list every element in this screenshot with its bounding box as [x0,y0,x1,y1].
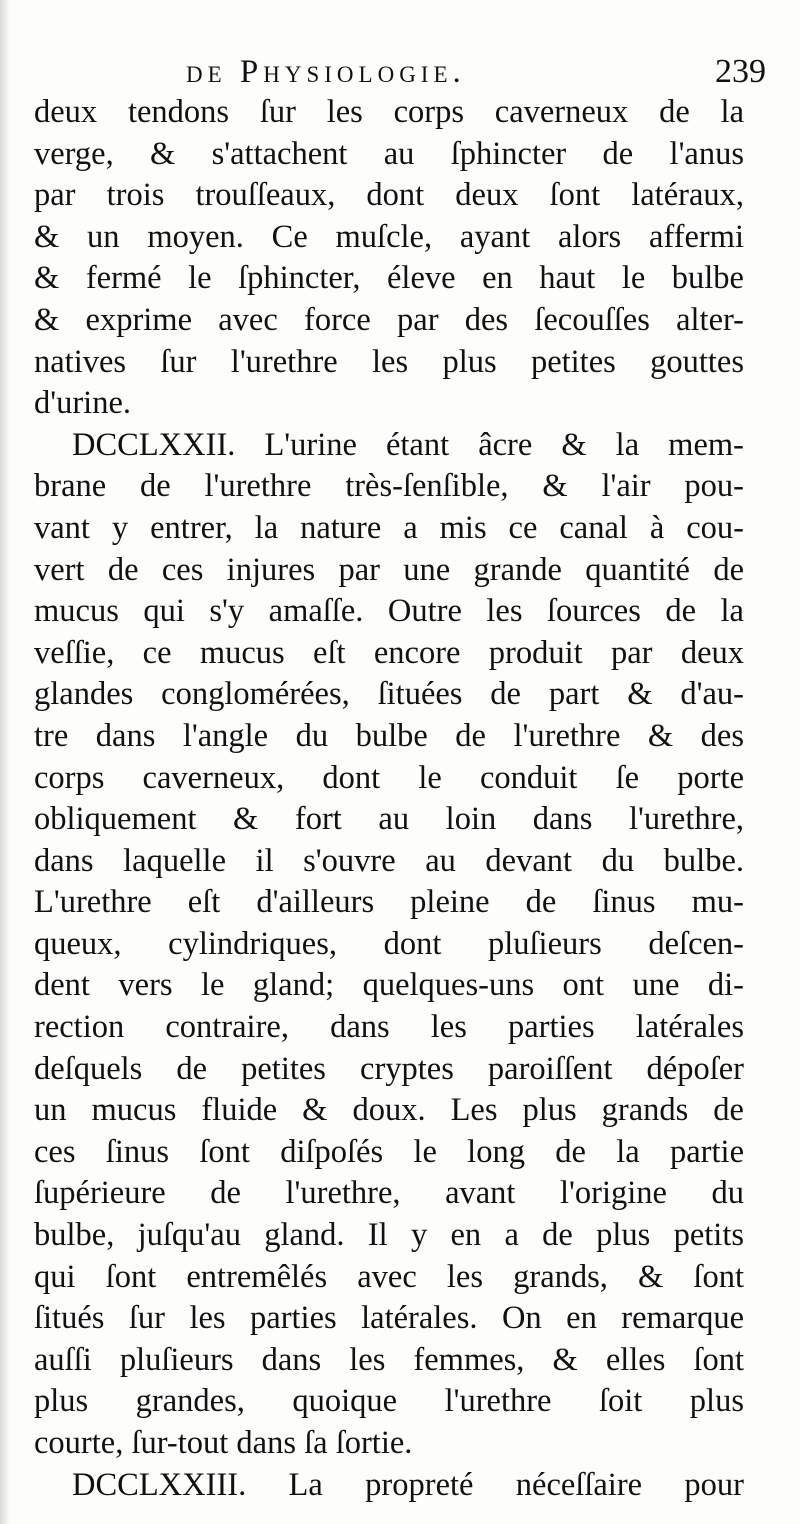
text-line: & un moyen. Ce muſcle, ayant alors affermi [34,218,744,255]
text-line: deſquels de petites cryptes paroiſſent dépoſer [34,1050,744,1087]
page-body-text [34,92,744,1506]
text-line: deux tendons ſur les corps caverneux de la [34,94,744,130]
text-line: dans laquelle il s'ouvre au devant du bulbe. [34,842,744,879]
text-line: dent vers le gland; quelques-uns ont une di- [34,967,744,1004]
text-line: vant y entrer, la nature a mis ce canal à cou- [34,509,744,546]
page-number: 239 [715,53,766,90]
text-line: ces ſinus ſont diſpoſés le long de la partie [34,1133,744,1170]
text-line: obliquement & fort au loin dans l'urethre, [34,801,744,838]
text-line: un mucus fluide & doux. Les plus grands de [34,1092,744,1129]
text-line: tre dans l'angle du bulbe de l'urethre & des [34,717,744,754]
section-start-line: DCCLXXII. L'urine étant âcre & la mem- [72,426,744,463]
text-line: L'urethre eſt d'ailleurs pleine de ſinus mu- [34,884,744,921]
text-line: par trois trouſſeaux, dont deux ſont latéraux, [34,177,744,214]
text-line: natives ſur l'urethre les plus petites gouttes [34,343,744,380]
text-line: auſſi pluſieurs dans les femmes, & elles ſont [34,1341,744,1378]
text-line: & exprime avec force par des ſecouſſes alter- [34,301,744,338]
text-line: rection contraire, dans les parties latérales [34,1009,744,1046]
text-line: queux, cylindriques, dont pluſieurs deſcen- [34,925,744,962]
text-line: qui ſont entremêlés avec les grands, & ſont [34,1258,744,1295]
text-line: verge, & s'attachent au ſphincter de l'anus [34,135,744,172]
text-line: glandes conglomérées, ſituées de part & d'au- [34,676,744,713]
text-line: ſupérieure de l'urethre, avant l'origine du [34,1175,744,1212]
text-line: brane de l'urethre très-ſenſible, & l'air pou- [34,468,744,505]
running-title: de Physiologie. [186,54,466,90]
page-edge-shadow [0,0,10,1524]
text-line: mucus qui s'y amaſſe. Outre les ſources de la [34,593,744,630]
text-line: bulbe, juſqu'au gland. Il y en a de plus petits [34,1217,744,1254]
text-line: corps caverneux, dont le conduit ſe porte [34,759,744,796]
page-header [0,50,800,94]
paragraph-end-line: courte, ſur-tout dans ſa ſortie. [34,1425,413,1461]
text-line: ſitués ſur les parties latérales. On en remarque [34,1300,744,1337]
text-line: plus grandes, quoique l'urethre ſoit plus [34,1383,744,1420]
paragraph-end-line: d'urine. [34,385,132,422]
section-start-line: DCCLXXIII. La propreté néceſſaire pour [72,1466,744,1503]
text-line: veſſie, ce mucus eſt encore produit par deux [34,634,744,671]
text-line: vert de ces injures par une grande quantité de [34,551,744,588]
text-line: & fermé le ſphincter, éleve en haut le bulbe [34,260,744,297]
